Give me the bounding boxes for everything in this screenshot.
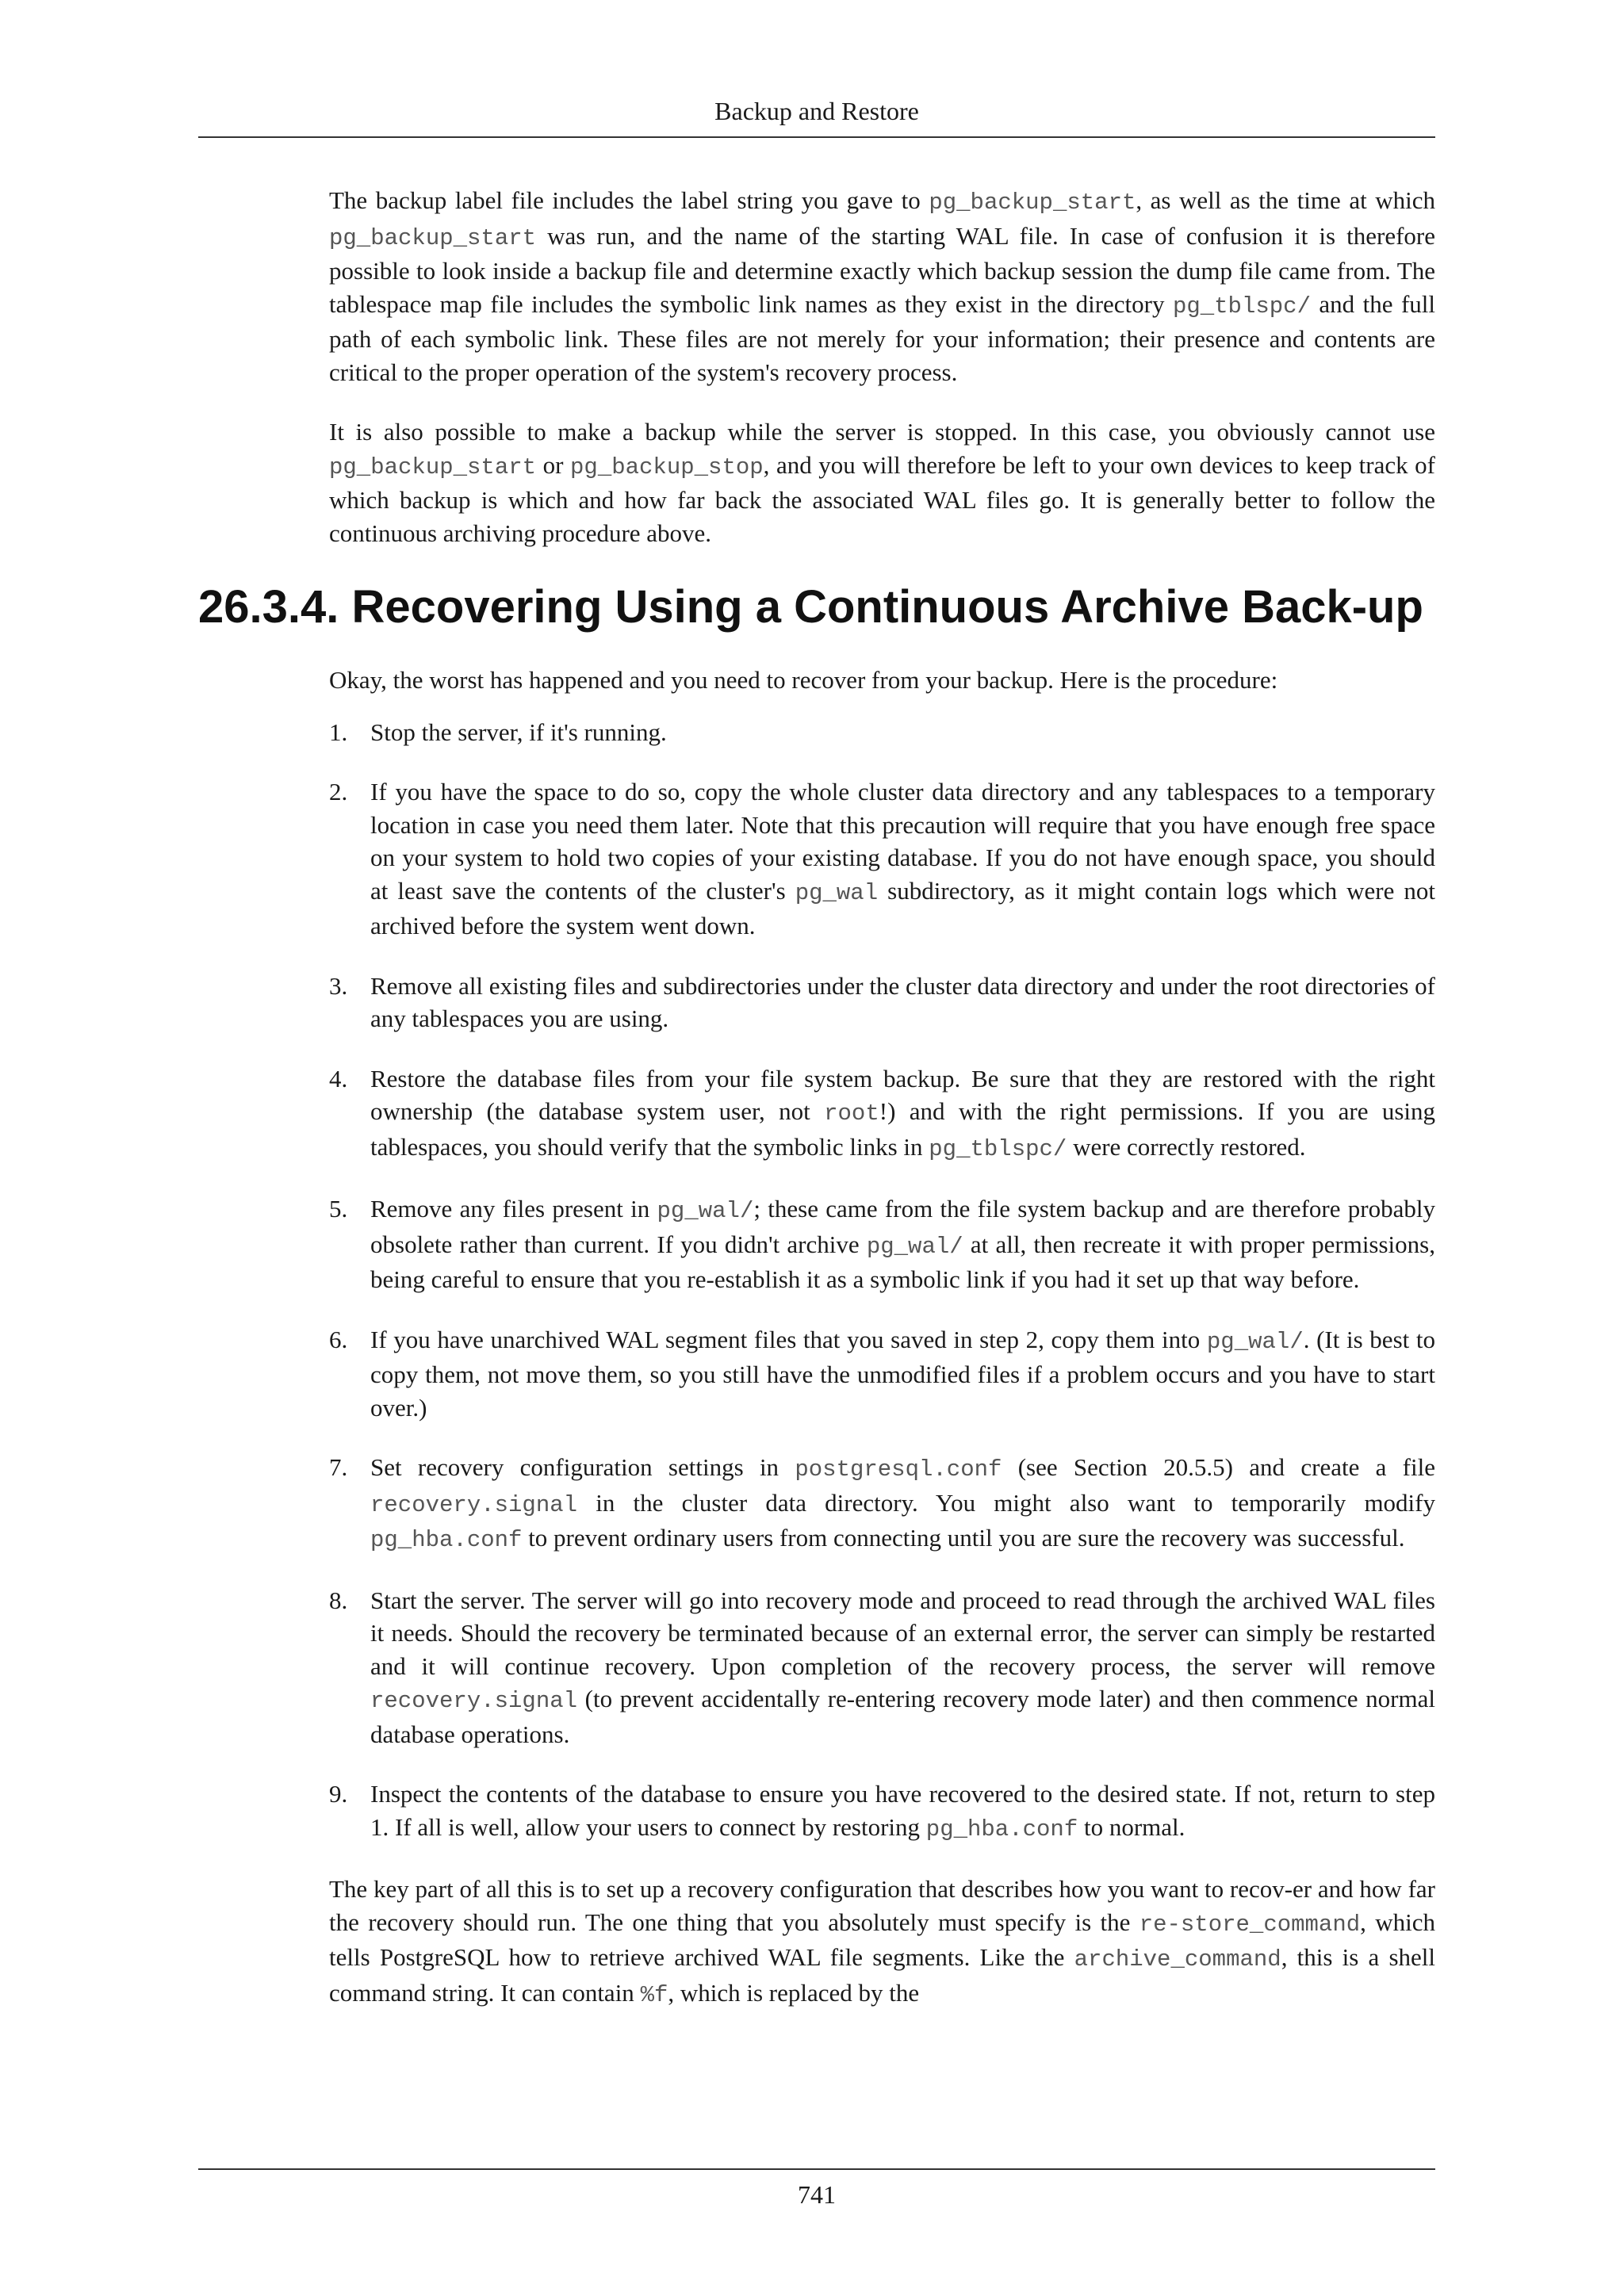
step-text: Remove all existing files and subdirectories under the cluster data directory and under the root directories of any tablespaces you are using. <box>370 971 1435 1032</box>
paragraph-gap <box>0 388 1624 415</box>
code-root: root <box>824 1100 879 1127</box>
step-number: 6. <box>329 1325 348 1353</box>
step-text: Remove any files present in pg_wal/; these came from the file system backup and are therefore probably obsolete rather than current. If you didn't archive pg_wal/ at all, then recreate it with proper permissions, being careful to ensure that you re-establish it as a symbolic link if you had it set up that way before. <box>370 1195 1435 1293</box>
step-text: Stop the server, if it's running. <box>370 718 667 746</box>
code-pg-wal: pg_wal/ <box>657 1198 754 1224</box>
code-pg-backup-start: pg_backup_start <box>329 224 537 251</box>
page-content <box>0 184 1624 2011</box>
list-item <box>329 1451 1435 1557</box>
section-heading: 26.3.4. Recovering Using a Continuous Archive Back-up <box>198 581 1423 633</box>
list-item <box>329 1777 1435 1846</box>
code-pg-wal: pg_wal/ <box>1206 1328 1304 1355</box>
running-header: Backup and Restore <box>714 97 919 125</box>
footer-rule <box>198 2168 1435 2170</box>
list-item <box>329 1584 1435 1751</box>
step-number: 8. <box>329 1586 348 1614</box>
code-pg-backup-stop: pg_backup_stop <box>570 453 764 480</box>
step-number: 5. <box>329 1195 348 1223</box>
step-number: 1. <box>329 718 348 746</box>
code-postgresql-conf: postgresql.conf <box>795 1456 1002 1483</box>
code-pg-backup-start: pg_backup_start <box>929 189 1136 216</box>
list-item <box>329 775 1435 943</box>
step-number: 7. <box>329 1453 348 1481</box>
list-item <box>329 1323 1435 1425</box>
code-restore-command: re-store_command <box>1139 1911 1361 1938</box>
code-pg-backup-start: pg_backup_start <box>329 453 537 480</box>
code-pg-hba-conf: pg_hba.conf <box>370 1527 523 1553</box>
step-text: Set recovery configuration settings in postgresql.conf (see Section 20.5.5) and create a file recovery.signal in the cluster data directory. You might also want to temporarily modify pg_hba.conf to prevent ordinary users from connecting until you are sure the recovery was successful. <box>370 1453 1435 1553</box>
paragraph-server-stopped: It is also possible to make a backup while the server is stopped. In this case, you obviously cannot use pg_backup_start or pg_backup_stop, and you will therefore be left to your own devices to keep track of which backup is which and how far back the associated WAL files go. It is generally better to follow the continuous archiving procedure above. <box>329 418 1435 547</box>
code-percent-f: %f <box>640 1981 668 2008</box>
code-recovery-signal: recovery.signal <box>370 1688 578 1714</box>
list-item <box>329 970 1435 1035</box>
list-item <box>329 716 1435 749</box>
section-intro: Okay, the worst has happened and you need to recover from your backup. Here is the procedure: <box>329 666 1278 694</box>
step-text: Restore the database files from your file system backup. Be sure that they are restored with the right ownership (the database system user, not root!) and with the right permissions. If you are using tablespaces, you should verify that the symbolic links in pg_tblspc/ were correctly restored. <box>370 1064 1435 1162</box>
list-item <box>329 1192 1435 1296</box>
code-recovery-signal: recovery.signal <box>370 1491 578 1518</box>
code-archive-command: archive_command <box>1074 1946 1281 1973</box>
step-text: If you have unarchived WAL segment files that you saved in step 2, copy them into pg_wal/. (It is best to copy them, not move them, so you still have the unmodified files if a problem occurs and you have to start over.) <box>370 1325 1435 1422</box>
header-rule <box>198 136 1435 138</box>
list-item <box>329 1062 1435 1166</box>
procedure-list <box>0 716 1624 1846</box>
code-pg-hba-conf: pg_hba.conf <box>925 1816 1078 1843</box>
code-pg-tblspc: pg_tblspc/ <box>929 1135 1067 1162</box>
page-number: 741 <box>798 2180 836 2209</box>
step-number: 4. <box>329 1064 348 1093</box>
paragraph-backup-label: The backup label file includes the label string you gave to pg_backup_start, as well as the time at which pg_backup_start was run, and the name of the starting WAL file. In case of confusion it is therefore possible to look inside a backup file and determine exactly which backup session the dump file came from. The tablespace map file includes the symbolic link names as they exist in the directory pg_tblspc/ and the full path of each symbolic link. These files are not merely for your information; their presence and contents are critical to the proper operation of the system's recovery process. <box>329 186 1435 386</box>
step-text: Inspect the contents of the database to ensure you have recovered to the desired state. If not, return to step 1. If all is well, allow your users to connect by restoring pg_hba.conf to normal. <box>370 1780 1435 1843</box>
step-text: Start the server. The server will go into recovery mode and proceed to read through the archived WAL files it needs. Should the recovery be terminated because of an external error, the server can simply be restarted and it will continue recovery. Upon completion of the recovery process, the server will remove recovery.signal (to prevent accidentally re-entering recovery mode later) and then commence normal database operations. <box>370 1586 1435 1748</box>
step-number: 3. <box>329 971 348 1000</box>
code-pg-wal: pg_wal/ <box>866 1233 963 1260</box>
step-number: 9. <box>329 1780 348 1808</box>
step-text: If you have the space to do so, copy the whole cluster data directory and any tablespaces to a temporary location in case you need them later. Note that this precaution will require that you have enough free space on your system to hold two copies of your existing database. If you do not have enough space, you should at least save the contents of the cluster's pg_wal subdirectory, as it might contain logs which were not archived before the system went down. <box>370 778 1435 939</box>
step-number: 2. <box>329 778 348 806</box>
paragraph-key-part: The key part of all this is to set up a recovery configuration that describes how you want to recov-er and how far the recovery should run. The one thing that you absolutely must specify is the re-store_command, which tells PostgreSQL how to retrieve archived WAL file segments. Like the archive_command, this is a shell command string. It can contain %f, which is replaced by the <box>329 1875 1435 2008</box>
code-pg-tblspc: pg_tblspc/ <box>1172 293 1311 320</box>
code-pg-wal: pg_wal <box>795 879 879 906</box>
